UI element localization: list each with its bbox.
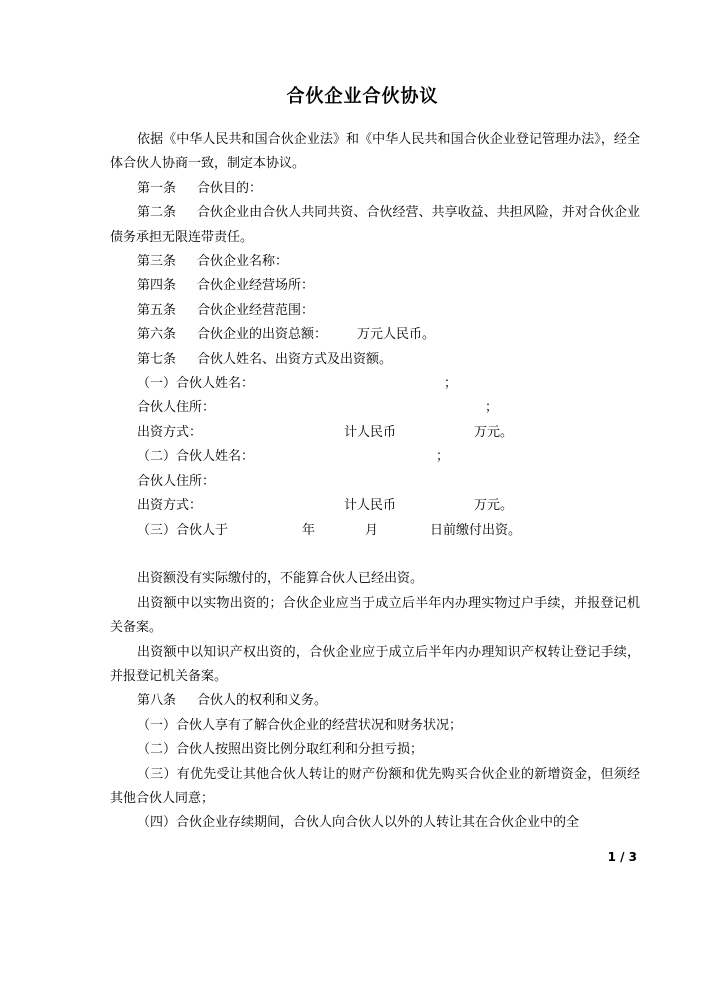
article-text: 合伙企业经营范围： (197, 302, 315, 318)
blank-line (110, 543, 640, 567)
field-label: （一）合伙人姓名： (137, 376, 255, 392)
right-item: （一）合伙人享有了解合伙企业的经营状况和财务状况； (137, 717, 463, 733)
deadline-prefix: （三）合伙人于 (137, 522, 229, 538)
paragraph-ip-contribution: 出资额中以知识产权出资的，合伙企业应于成立后半年内办理知识产权转让登记手续，并报登记机关备案。 (110, 644, 640, 684)
currency-label: 计人民币 (344, 498, 397, 514)
right-item: （四）合伙企业存续期间，合伙人向合伙人以外的人转让其在合伙企业中的全 (137, 815, 580, 831)
deadline-year: 年 (302, 522, 316, 538)
article-number: 第六条 (137, 327, 177, 343)
article-6 (110, 323, 640, 347)
page-number: 1 / 3 (607, 850, 637, 864)
field-label: 合伙人住所： (137, 400, 216, 416)
article-8 (110, 689, 640, 713)
article-1 (110, 177, 640, 201)
payment-deadline (110, 519, 640, 543)
article-text: 合伙人姓名、出资方式及出资额。 (197, 351, 393, 367)
document-title: 合伙企业合伙协议 (286, 86, 439, 107)
deadline-suffix: 日前缴付出资。 (430, 522, 522, 538)
article-5 (110, 299, 640, 323)
right-item: （二）合伙人按照出资比例分取红利和分担亏损； (137, 742, 424, 758)
article-text: 合伙人的权利和义务。 (197, 693, 328, 709)
article-2 (110, 201, 640, 250)
partner-2-address (110, 470, 640, 494)
article-number: 第八条 (137, 693, 177, 709)
field-end: ； (444, 376, 458, 392)
partner-1-method (110, 421, 640, 445)
partner-2-method (110, 494, 640, 518)
field-end: ； (485, 400, 499, 416)
article-text: 合伙企业经营场所： (197, 278, 315, 294)
article-number: 第二条 (137, 205, 177, 221)
article-number: 第五条 (137, 302, 177, 318)
article-text: 合伙目的： (197, 180, 263, 196)
amount-unit: 万元。 (474, 498, 514, 514)
intro-paragraph: 依据《中华人民共和国合伙企业法》和《中华人民共和国合伙企业登记管理办法》，经全体合伙人协商一致，制定本协议。 (110, 132, 640, 172)
currency-label: 计人民币 (344, 424, 397, 440)
field-label: 合伙人住所： (137, 473, 216, 489)
article-number: 第四条 (137, 278, 177, 294)
article-text: 合伙企业名称： (197, 254, 289, 270)
field-label: 出资方式： (137, 498, 203, 514)
partner-2-name (110, 445, 640, 469)
partner-1-address (110, 396, 640, 420)
partner-1-name (110, 372, 640, 396)
amount-unit: 万元人民币。 (357, 327, 436, 343)
paragraph-unpaid: 出资额没有实际缴付的，不能算合伙人已经出资。 (137, 571, 424, 587)
field-label: 出资方式： (137, 424, 203, 440)
article-number: 第三条 (137, 254, 177, 270)
article-number: 第七条 (137, 351, 177, 367)
article-text: 合伙企业由合伙人共同共资、合伙经营、共享收益、共担风险，并对合伙企业债务承担无限连带责任。 (110, 205, 640, 245)
field-label: （二）合伙人姓名： (137, 449, 255, 465)
right-item: （三）有优先受让其他合伙人转让的财产份额和优先购买合伙企业的新增资金，但须经其他合伙人同意； (110, 766, 640, 806)
article-4 (110, 274, 640, 298)
article-number: 第一条 (137, 180, 177, 196)
field-end: ； (436, 449, 450, 465)
deadline-month: 月 (365, 522, 379, 538)
article-text: 合伙企业的出资总额： (197, 327, 328, 343)
document-body (110, 128, 640, 836)
article-3 (110, 250, 640, 274)
article-7 (110, 348, 640, 372)
paragraph-physical-contribution: 出资额中以实物出资的；合伙企业应当于成立后半年内办理实物过户手续，并报登记机关备案。 (110, 595, 640, 636)
amount-unit: 万元。 (474, 424, 514, 440)
